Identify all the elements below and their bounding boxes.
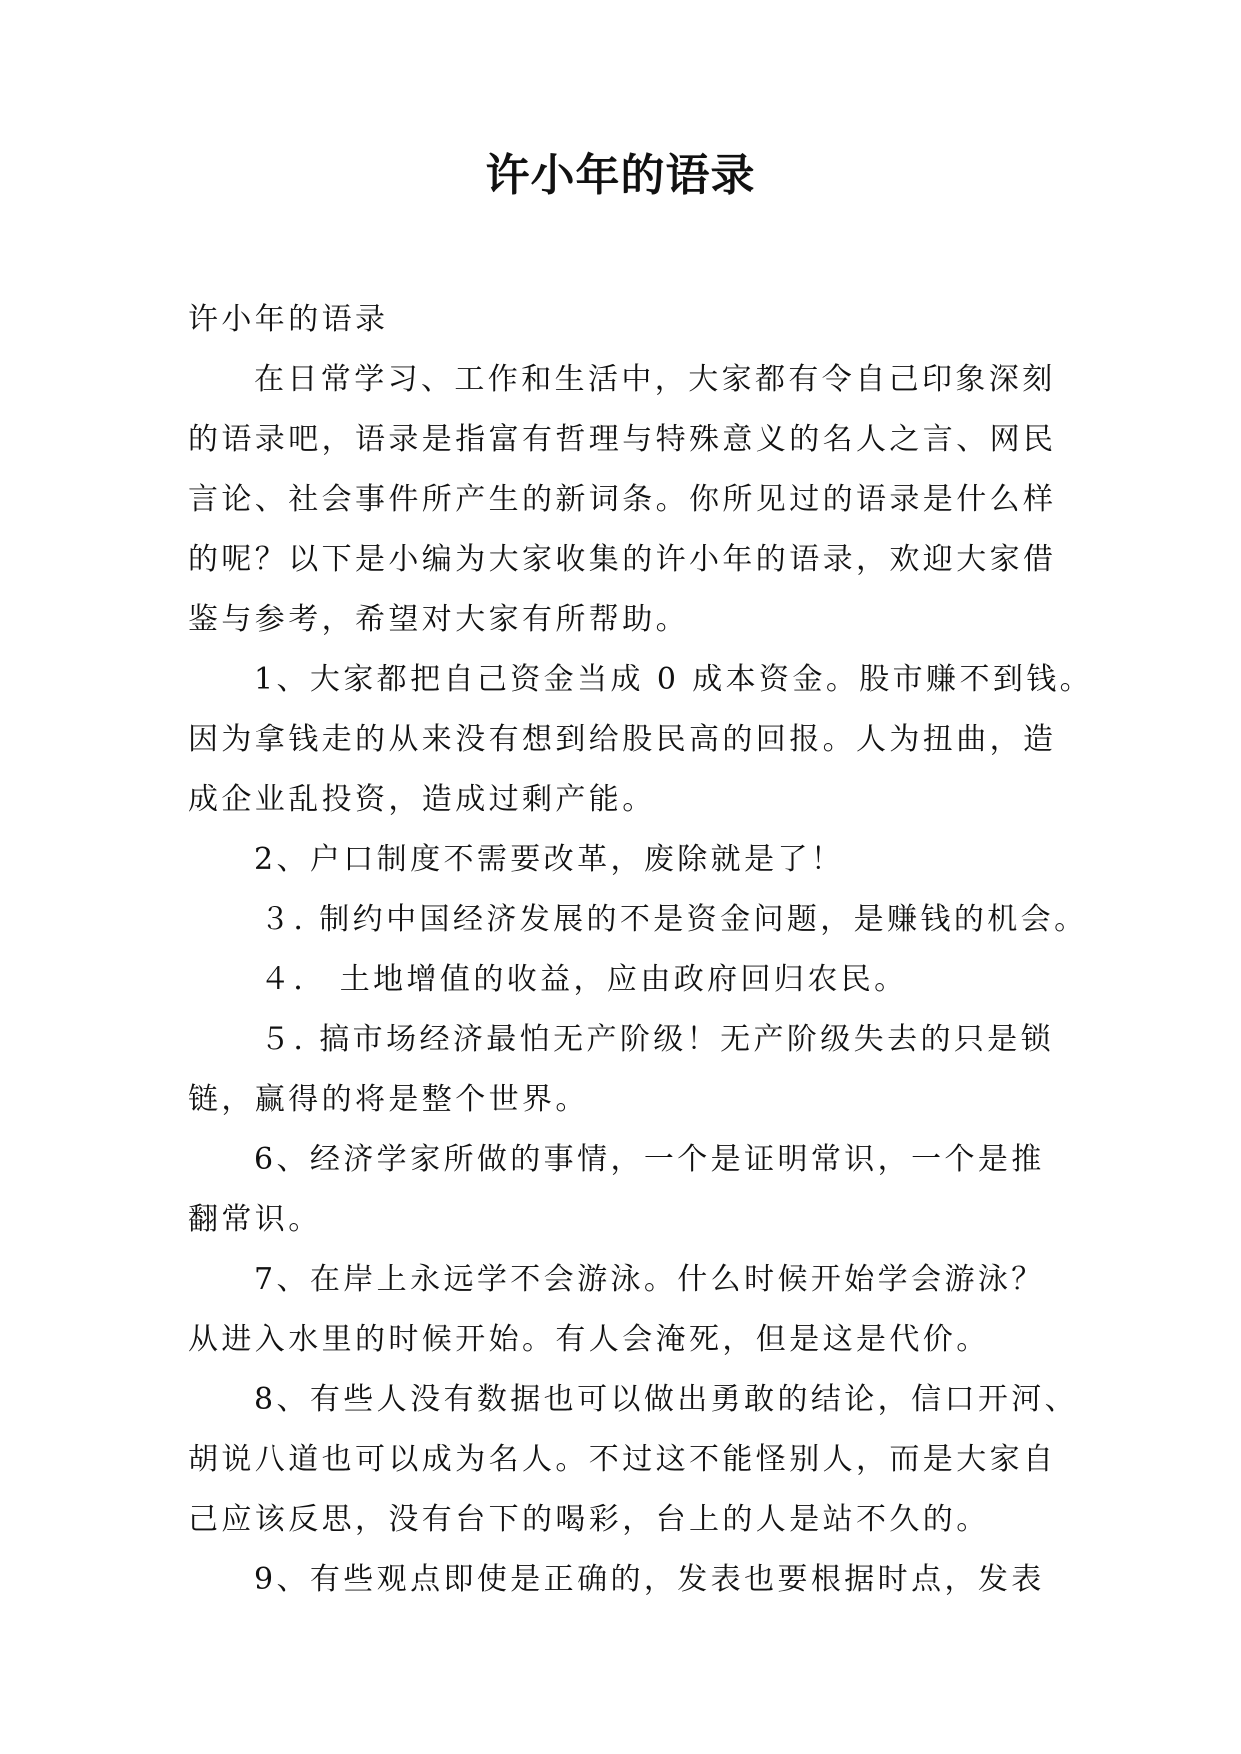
quote-item-1-line: 1、大家都把自己资金当成 0 成本资金。股市赚不到钱。 bbox=[254, 662, 1094, 697]
quote-item-6-line: 6、经济学家所做的事情，一个是证明常识，一个是推 bbox=[254, 1142, 1045, 1177]
document-subtitle: 许小年的语录 bbox=[188, 302, 389, 337]
intro-paragraph-line: 言论、社会事件所产生的新词条。你所见过的语录是什么样 bbox=[188, 482, 1057, 517]
quote-item-5-line: 链，赢得的将是整个世界。 bbox=[188, 1082, 589, 1117]
quote-item-6-line: 翻常识。 bbox=[188, 1202, 322, 1237]
quote-item-4-line: ４． 土地增值的收益，应由政府回归农民。 bbox=[260, 962, 908, 997]
intro-paragraph-line: 在日常学习、工作和生活中，大家都有令自己印象深刻 bbox=[254, 362, 1056, 397]
quote-item-3-line: ３. 制约中国经济发展的不是资金问题，是赚钱的机会。 bbox=[260, 902, 1088, 937]
quote-item-8-line: 胡说八道也可以成为名人。不过这不能怪别人，而是大家自 bbox=[188, 1442, 1057, 1477]
quote-item-7-line: 从进入水里的时候开始。有人会淹死，但是这是代价。 bbox=[188, 1322, 990, 1357]
document-title: 许小年的语录 bbox=[485, 150, 756, 201]
quote-item-8-line: 8、有些人没有数据也可以做出勇敢的结论，信口开河、 bbox=[254, 1382, 1079, 1417]
intro-paragraph-line: 的呢？以下是小编为大家收集的许小年的语录，欢迎大家借 bbox=[188, 542, 1057, 577]
intro-paragraph-line: 鉴与参考，希望对大家有所帮助。 bbox=[188, 602, 689, 637]
quote-item-1-line: 因为拿钱走的从来没有想到给股民高的回报。人为扭曲，造 bbox=[188, 722, 1057, 757]
quote-item-2-line: 2、户口制度不需要改革，废除就是了！ bbox=[254, 842, 845, 877]
quote-item-8-line: 己应该反思，没有台下的喝彩，台上的人是站不久的。 bbox=[188, 1502, 990, 1537]
quote-item-9-line: 9、有些观点即使是正确的，发表也要根据时点，发表 bbox=[254, 1562, 1045, 1597]
intro-paragraph-line: 的语录吧，语录是指富有哲理与特殊意义的名人之言、网民 bbox=[188, 422, 1057, 457]
quote-item-7-line: 7、在岸上永远学不会游泳。什么时候开始学会游泳？ bbox=[254, 1262, 1045, 1297]
document-body bbox=[188, 290, 1094, 1610]
quote-item-5-line: ５. 搞市场经济最怕无产阶级！无产阶级失去的只是锁 bbox=[260, 1022, 1055, 1057]
quote-item-1-line: 成企业乱投资，造成过剩产能。 bbox=[188, 782, 656, 817]
